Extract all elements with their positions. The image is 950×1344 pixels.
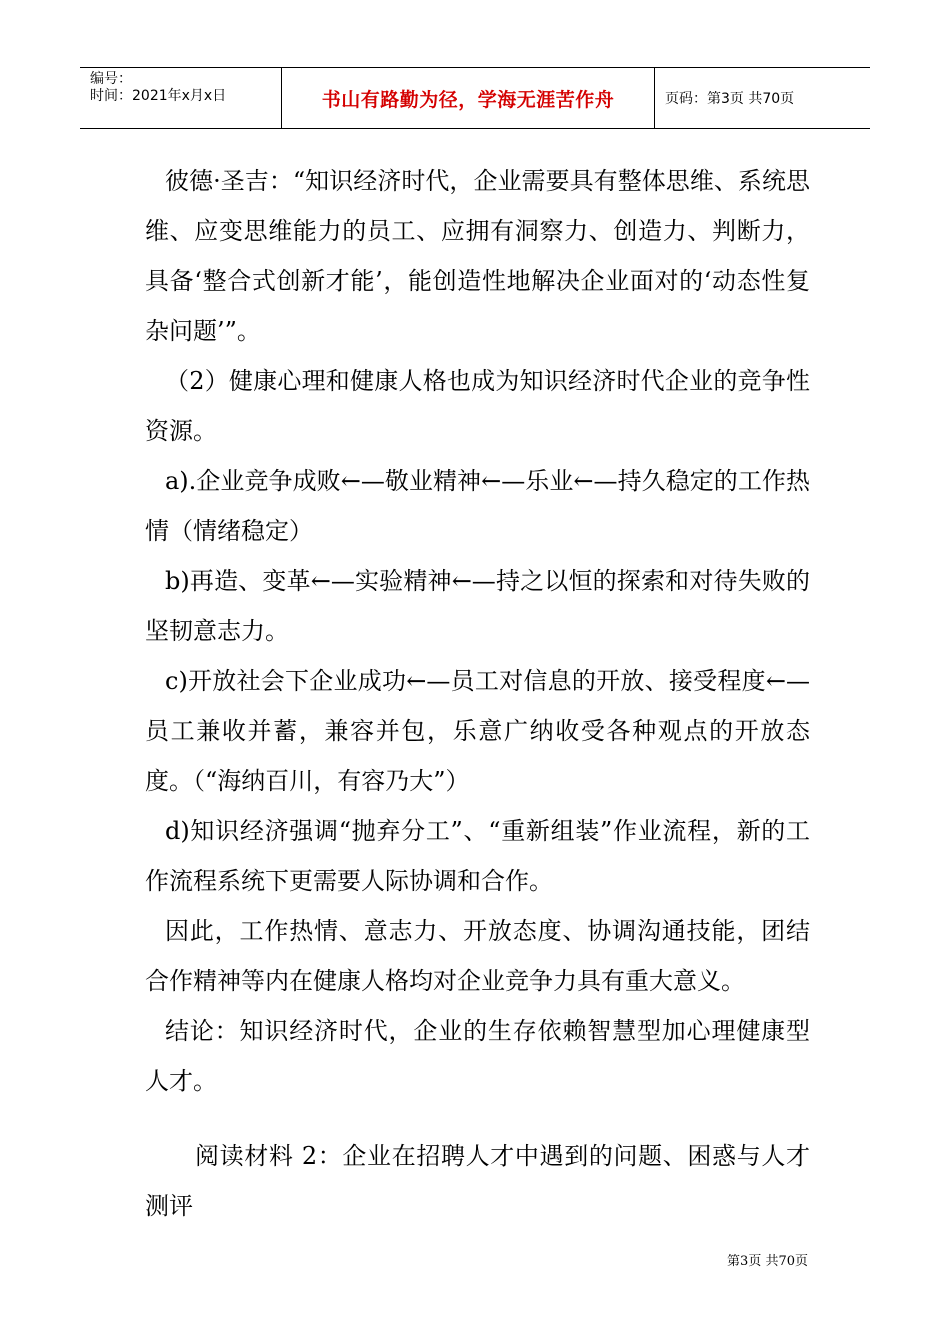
header-motto: 书山有路勤为径，学海无涯苦作舟 (282, 68, 655, 128)
paragraph-quote: 彼德·圣吉：“知识经济时代，企业需要具有整体思维、系统思维、应变思维能力的员工、应拥有洞察力、创造力、判断力，具备‘整合式创新才能’，能创造性地解决企业面对的‘动态性复杂问题’”。 (145, 167, 810, 345)
paragraph-item-b: b)再造、变革←—实验精神←—持之以恒的探索和对待失败的坚韧意志力。 (145, 567, 810, 645)
document-body (145, 156, 810, 1231)
header-page-info: 页码：第3页 共70页 (665, 91, 795, 107)
page-footer: 第3页 共70页 (727, 1254, 808, 1269)
time-label: 时间：2021年x月x日 (90, 88, 227, 104)
reading-material-title: 阅读材料 2：企业在招聘人才中遇到的问题、困惑与人才测评 (145, 1142, 810, 1220)
paragraph-item-a: a).企业竞争成败←—敬业精神←—乐业←—持久稳定的工作热情（情绪稳定） (145, 467, 810, 545)
header-meta (80, 68, 282, 128)
paragraph-section-2: （2）健康心理和健康人格也成为知识经济时代企业的竞争性资源。 (145, 367, 810, 445)
paragraph-conclusion: 结论：知识经济时代，企业的生存依赖智慧型加心理健康型人才。 (145, 1017, 810, 1095)
paragraph-therefore: 因此，工作热情、意志力、开放态度、协调沟通技能，团结合作精神等内在健康人格均对企业竞争力具有重大意义。 (145, 917, 810, 995)
page-header (80, 67, 870, 129)
paragraph-item-c: c)开放社会下企业成功←—员工对信息的开放、接受程度←—员工兼收并蓄，兼容并包，乐意广纳收受各种观点的开放态度。（“海纳百川，有容乃大”） (145, 667, 810, 795)
serial-label: 编号： (90, 71, 132, 87)
paragraph-item-d: d)知识经济强调“抛弃分工”、“重新组装”作业流程，新的工作流程系统下更需要人际协调和合作。 (145, 817, 810, 895)
